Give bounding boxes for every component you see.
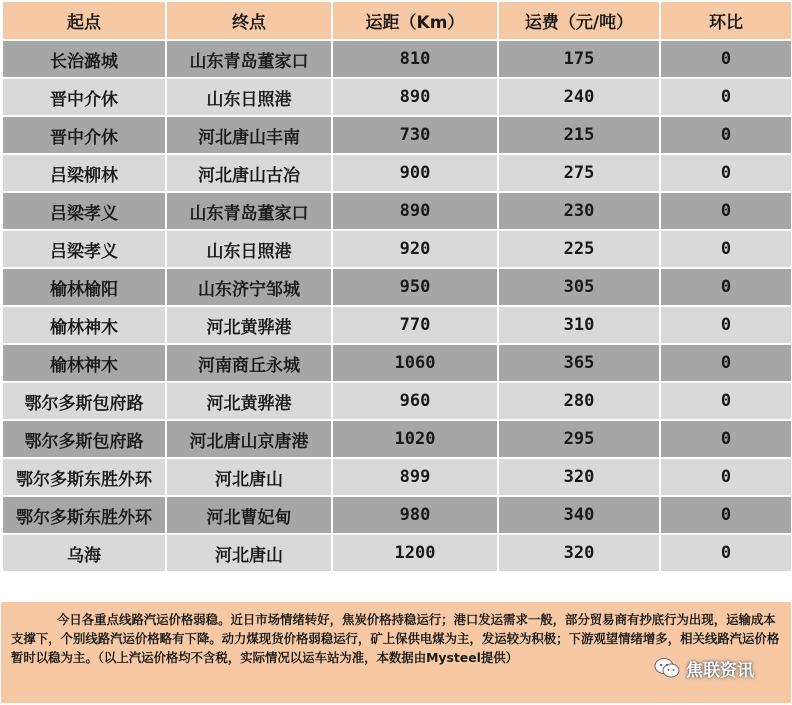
cell-change: 0 — [660, 420, 792, 458]
table-row — [2, 306, 792, 344]
cell-distance: 980 — [332, 496, 498, 534]
table-body — [2, 40, 792, 572]
table-row — [2, 458, 792, 496]
cell-freight: 365 — [498, 344, 660, 382]
cell-change: 0 — [660, 154, 792, 192]
cell-change: 0 — [660, 268, 792, 306]
cell-destination: 河北唐山京唐港 — [166, 420, 332, 458]
cell-change: 0 — [660, 344, 792, 382]
header-distance: 运距（Km） — [332, 1, 498, 40]
commentary-text: 今日各重点线路汽运价格弱稳。近日市场情绪转好，焦炭价格持稳运行；港口发运需求一般，部分贸易商有抄底行为出现，运输成本支撑下，个别线路汽运价格略有下降。动力煤现货价格弱稳运行，矿上保供电煤为主，发运较为积极；下游观望情绪增多，相关线路汽运价格暂时以稳为主。（以上汽运价格均不含税，实际情况以运车站为准，本数据由Mysteel提供） — [11, 612, 780, 665]
cell-freight: 215 — [498, 116, 660, 154]
cell-change: 0 — [660, 496, 792, 534]
table-row — [2, 496, 792, 534]
cell-origin: 长治潞城 — [2, 40, 166, 78]
table-row — [2, 230, 792, 268]
watermark — [654, 656, 754, 680]
header-destination: 终点 — [166, 1, 332, 40]
cell-origin: 吕梁孝义 — [2, 230, 166, 268]
cell-freight: 295 — [498, 420, 660, 458]
cell-destination: 河北唐山 — [166, 458, 332, 496]
cell-destination: 河北黄骅港 — [166, 382, 332, 420]
cell-distance: 1060 — [332, 344, 498, 382]
cell-freight: 225 — [498, 230, 660, 268]
table-row — [2, 154, 792, 192]
watermark-text: 焦联资讯 — [686, 660, 754, 681]
cell-distance: 810 — [332, 40, 498, 78]
cell-destination: 山东日照港 — [166, 230, 332, 268]
cell-origin: 榆林榆阳 — [2, 268, 166, 306]
cell-distance: 899 — [332, 458, 498, 496]
cell-distance: 770 — [332, 306, 498, 344]
cell-origin: 鄂尔多斯包府路 — [2, 420, 166, 458]
wechat-icon — [654, 657, 680, 679]
table-row — [2, 534, 792, 572]
cell-origin: 吕梁柳林 — [2, 154, 166, 192]
cell-freight: 320 — [498, 534, 660, 572]
cell-destination: 山东青岛董家口 — [166, 40, 332, 78]
cell-freight: 175 — [498, 40, 660, 78]
cell-destination: 山东青岛董家口 — [166, 192, 332, 230]
cell-origin: 鄂尔多斯包府路 — [2, 382, 166, 420]
cell-distance: 1200 — [332, 534, 498, 572]
cell-distance: 900 — [332, 154, 498, 192]
cell-change: 0 — [660, 382, 792, 420]
cell-freight: 230 — [498, 192, 660, 230]
cell-origin: 乌海 — [2, 534, 166, 572]
cell-destination: 河南商丘永城 — [166, 344, 332, 382]
table-header-row — [2, 1, 792, 40]
cell-change: 0 — [660, 306, 792, 344]
cell-freight: 240 — [498, 78, 660, 116]
cell-origin: 鄂尔多斯东胜外环 — [2, 496, 166, 534]
table-row — [2, 420, 792, 458]
cell-change: 0 — [660, 458, 792, 496]
table-row — [2, 344, 792, 382]
cell-freight: 340 — [498, 496, 660, 534]
market-commentary — [1, 602, 791, 703]
cell-destination: 河北唐山 — [166, 534, 332, 572]
table-row — [2, 192, 792, 230]
cell-origin: 晋中介休 — [2, 116, 166, 154]
cell-change: 0 — [660, 230, 792, 268]
cell-distance: 730 — [332, 116, 498, 154]
cell-freight: 310 — [498, 306, 660, 344]
freight-rate-table — [1, 0, 792, 573]
table-row — [2, 268, 792, 306]
cell-change: 0 — [660, 534, 792, 572]
table-row — [2, 78, 792, 116]
cell-origin: 榆林神木 — [2, 306, 166, 344]
cell-change: 0 — [660, 40, 792, 78]
cell-origin: 榆林神木 — [2, 344, 166, 382]
cell-distance: 890 — [332, 78, 498, 116]
cell-freight: 305 — [498, 268, 660, 306]
cell-distance: 890 — [332, 192, 498, 230]
cell-freight: 275 — [498, 154, 660, 192]
cell-distance: 960 — [332, 382, 498, 420]
cell-destination: 河北唐山古冶 — [166, 154, 332, 192]
table-row — [2, 382, 792, 420]
cell-change: 0 — [660, 78, 792, 116]
cell-distance: 950 — [332, 268, 498, 306]
table-row — [2, 116, 792, 154]
cell-freight: 320 — [498, 458, 660, 496]
cell-destination: 河北曹妃甸 — [166, 496, 332, 534]
cell-origin: 晋中介休 — [2, 78, 166, 116]
cell-origin: 吕梁孝义 — [2, 192, 166, 230]
cell-distance: 1020 — [332, 420, 498, 458]
cell-change: 0 — [660, 116, 792, 154]
header-freight: 运费（元/吨） — [498, 1, 660, 40]
cell-freight: 280 — [498, 382, 660, 420]
header-origin: 起点 — [2, 1, 166, 40]
cell-destination: 山东日照港 — [166, 78, 332, 116]
cell-distance: 920 — [332, 230, 498, 268]
cell-change: 0 — [660, 192, 792, 230]
cell-origin: 鄂尔多斯东胜外环 — [2, 458, 166, 496]
cell-destination: 山东济宁邹城 — [166, 268, 332, 306]
cell-destination: 河北唐山丰南 — [166, 116, 332, 154]
header-change: 环比 — [660, 1, 792, 40]
table-row — [2, 40, 792, 78]
cell-destination: 河北黄骅港 — [166, 306, 332, 344]
